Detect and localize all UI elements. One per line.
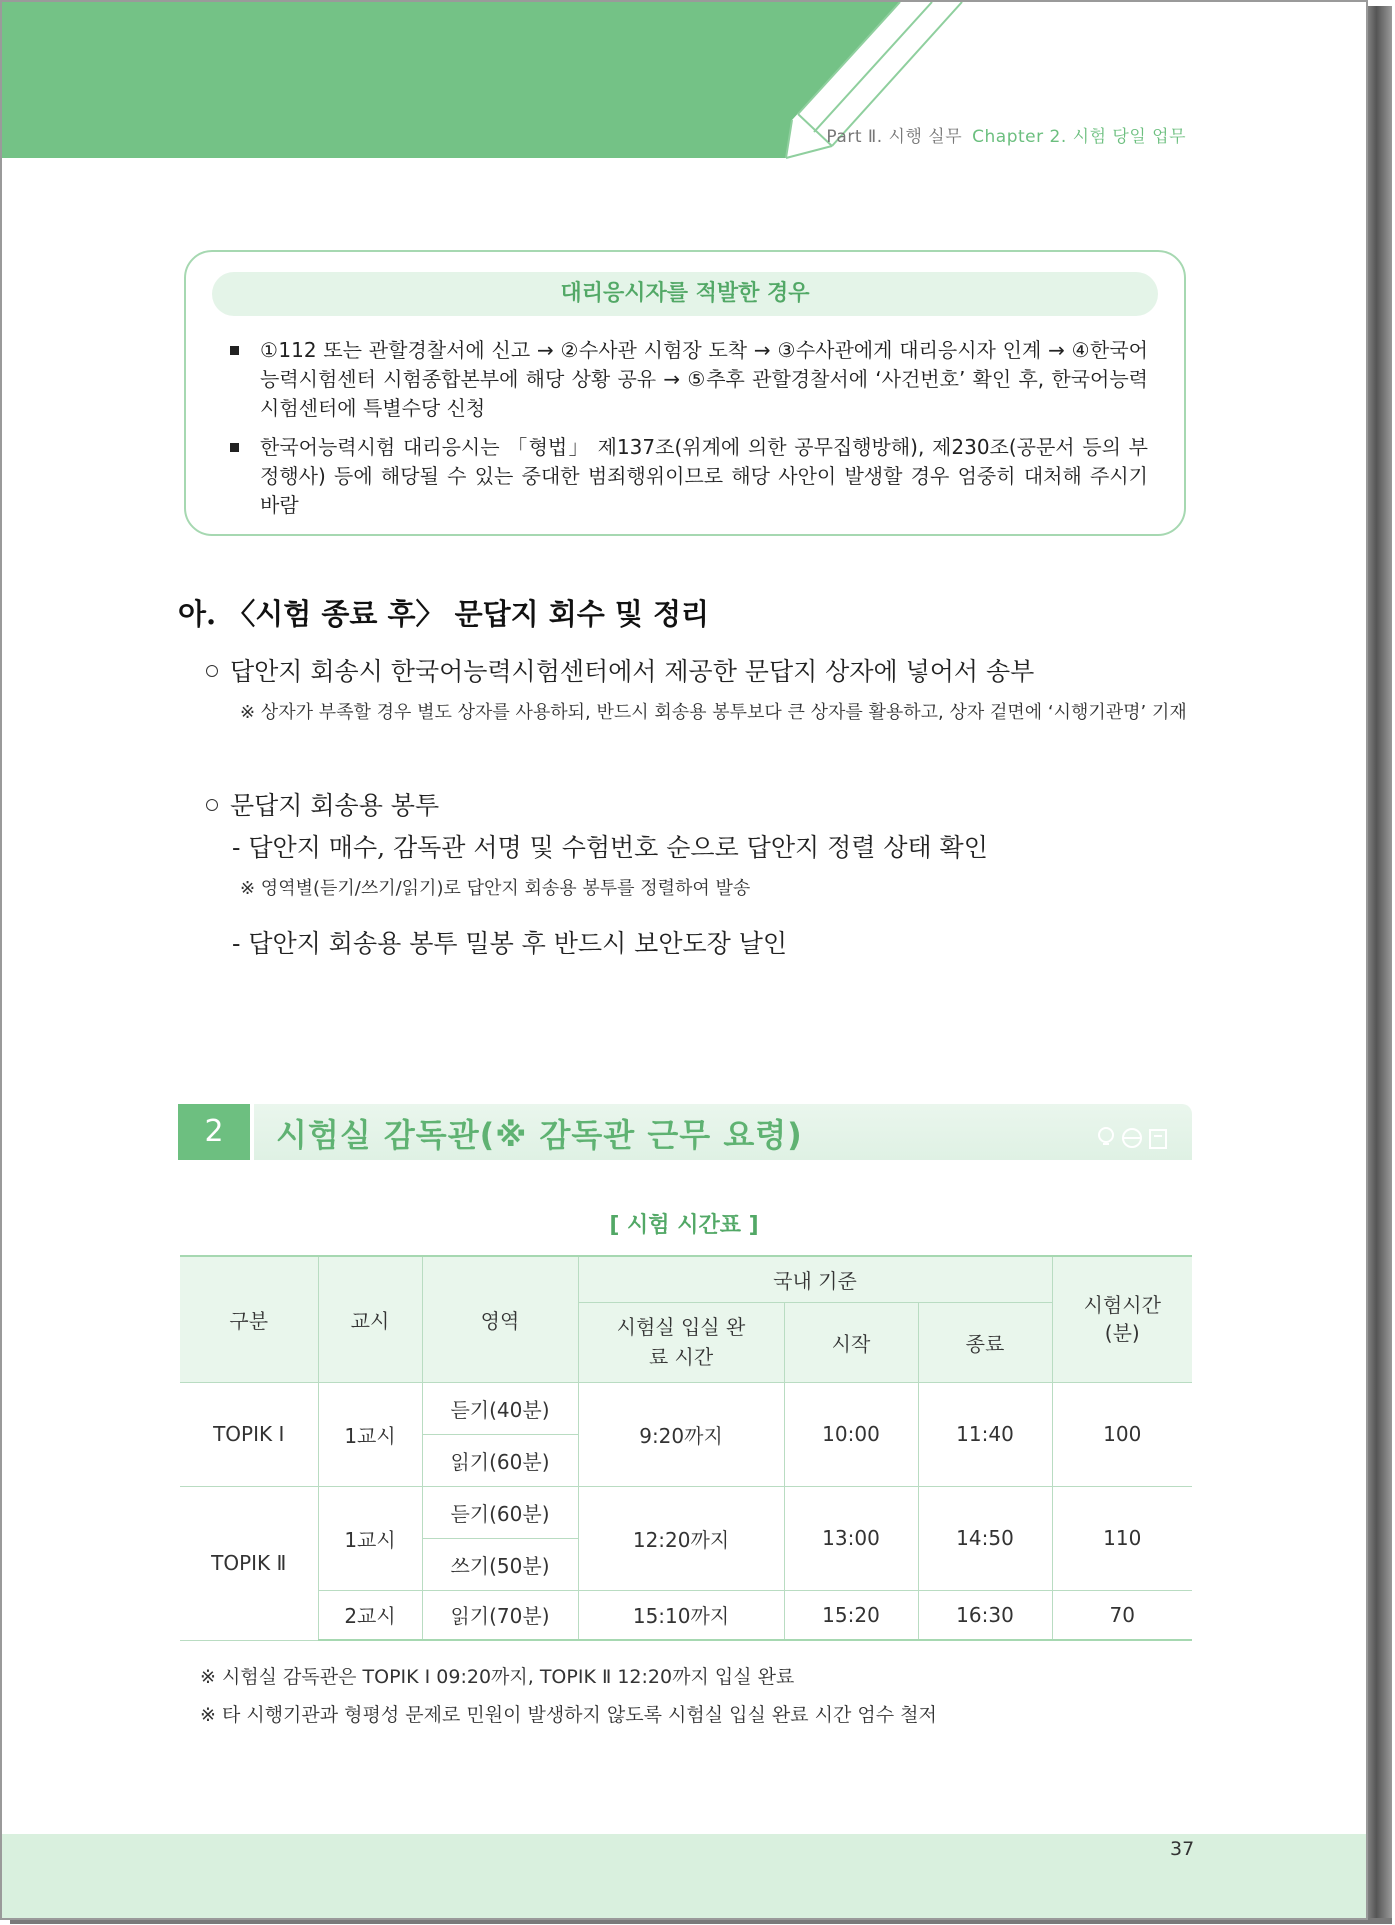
footnote-1: ※ 시험실 감독관은 TOPIK Ⅰ 09:20까지, TOPIK Ⅱ 12:20까지 입실 완료 — [200, 1666, 795, 1688]
cell-duration: 100 — [1052, 1382, 1192, 1486]
cell-entry: 12:20까지 — [578, 1486, 784, 1590]
header-chapter: Chapter 2. 시험 당일 업무 — [972, 127, 1186, 147]
section-decoration-icons — [1092, 1124, 1172, 1154]
exam-schedule-table — [180, 1255, 1192, 1641]
circle-bullet-icon — [206, 665, 218, 677]
header-duration-text: 시험시간 (분) — [1083, 1293, 1161, 1346]
cell-area: 듣기(60분) — [422, 1486, 578, 1538]
note-1: ※ 상자가 부족할 경우 별도 상자를 사용하되, 반드시 회송용 봉투보다 큰 상자를 활용하고, 상자 겉면에 ‘시행기관명’ 기재 — [240, 702, 1187, 723]
dash-item-2: - 답안지 회송용 봉투 밀봉 후 반드시 보안도장 날인 — [232, 929, 788, 958]
note-2: ※ 영역별(듣기/쓰기/읽기)로 답안지 회송용 봉투를 정렬하여 발송 — [240, 878, 751, 899]
cell-topik2: TOPIK Ⅱ — [180, 1486, 318, 1640]
bullet-item-1-text: 답안지 회송시 한국어능력시험센터에서 제공한 문답지 상자에 넣어서 송부 — [230, 657, 1035, 686]
proxy-test-taker-box — [184, 250, 1186, 536]
box-title: 대리응시자를 적발한 경우 — [212, 272, 1158, 316]
box-item-text: 한국어능력시험 대리응시는 「형법」 제137조(위계에 의한 공무집행방해), 제230조(공문서 등의 부정행사) 등에 해당될 수 있는 중대한 범죄행위이므로 해당 사안이 발생할 경우 엄중히 대처해 주시기 바람 — [260, 435, 1148, 517]
cell-area: 읽기(60분) — [422, 1434, 578, 1486]
bullet-item-2-text: 문답지 회송용 봉투 — [230, 791, 440, 820]
table-row — [180, 1382, 1192, 1434]
box-item-text: ①112 또는 관할경찰서에 신고 → ②수사관 시험장 도착 → ③수사관에게 대리응시자 인계 → ④한국어능력시험센터 시험종합본부에 해당 상황 공유 → ⑤추후 관할경찰서에 ‘사건번호’ 확인 후, 한국어능력시험센터에 특별수당 신청 — [260, 338, 1148, 420]
cell-duration: 70 — [1052, 1590, 1192, 1640]
cell-duration: 110 — [1052, 1486, 1192, 1590]
cell-area: 읽기(70분) — [422, 1590, 578, 1640]
section-2-title: 시험실 감독관(※ 감독관 근무 요령) — [276, 1116, 803, 1154]
header-end: 종료 — [918, 1302, 1052, 1382]
cell-entry: 9:20까지 — [578, 1382, 784, 1486]
section-2-number: 2 — [178, 1104, 250, 1160]
bullet-item-1 — [206, 652, 1034, 688]
cell-area: 듣기(40분) — [422, 1382, 578, 1434]
cell-topik1: TOPIK Ⅰ — [180, 1382, 318, 1486]
footnote-2: ※ 타 시행기관과 형평성 문제로 민원이 발생하지 않도록 시험실 입실 완료 시간 엄수 철저 — [200, 1704, 937, 1726]
notepad-icon — [1150, 1130, 1166, 1148]
header-start: 시작 — [784, 1302, 918, 1382]
header-entry — [578, 1302, 784, 1382]
lightbulb-icon — [1099, 1128, 1113, 1142]
table-row — [180, 1486, 1192, 1538]
header-area: 영역 — [422, 1256, 578, 1382]
cell-area: 쓰기(50분) — [422, 1538, 578, 1590]
table-row — [180, 1590, 1192, 1640]
cell-entry: 15:10까지 — [578, 1590, 784, 1640]
footer-band — [2, 1834, 1366, 1920]
circle-bullet-icon — [206, 799, 218, 811]
cell-period: 1교시 — [318, 1382, 422, 1486]
square-bullet-icon — [230, 443, 239, 452]
dash-item-1: - 답안지 매수, 감독관 서명 및 수험번호 순으로 답안지 정렬 상태 확인 — [232, 833, 988, 862]
schedule-table-title: [ 시험 시간표 ] — [609, 1213, 759, 1238]
square-bullet-icon — [230, 346, 239, 355]
page-number: 37 — [1170, 1838, 1195, 1860]
cell-start: 10:00 — [784, 1382, 918, 1486]
cell-end: 14:50 — [918, 1486, 1052, 1590]
box-list — [226, 336, 1148, 530]
running-header — [826, 122, 1186, 147]
cell-start: 15:20 — [784, 1590, 918, 1640]
header-entry-text: 시험실 입실 완료 시간 — [616, 1315, 746, 1369]
page-edge-shadow — [1366, 6, 1392, 1920]
bullet-item-2 — [206, 786, 439, 822]
cell-period: 2교시 — [318, 1590, 422, 1640]
header-duration — [1052, 1256, 1192, 1382]
header-part: Part Ⅱ. 시행 실무 — [826, 127, 963, 147]
cell-start: 13:00 — [784, 1486, 918, 1590]
header-domestic: 국내 기준 — [578, 1256, 1052, 1302]
header-category: 구분 — [180, 1256, 318, 1382]
cell-end: 11:40 — [918, 1382, 1052, 1486]
cell-period: 1교시 — [318, 1486, 422, 1590]
box-item — [226, 336, 1148, 423]
section-a-heading: 아. 〈시험 종료 후〉 문답지 회수 및 정리 — [178, 597, 709, 631]
cell-end: 16:30 — [918, 1590, 1052, 1640]
header-period: 교시 — [318, 1256, 422, 1382]
box-item — [226, 433, 1148, 520]
